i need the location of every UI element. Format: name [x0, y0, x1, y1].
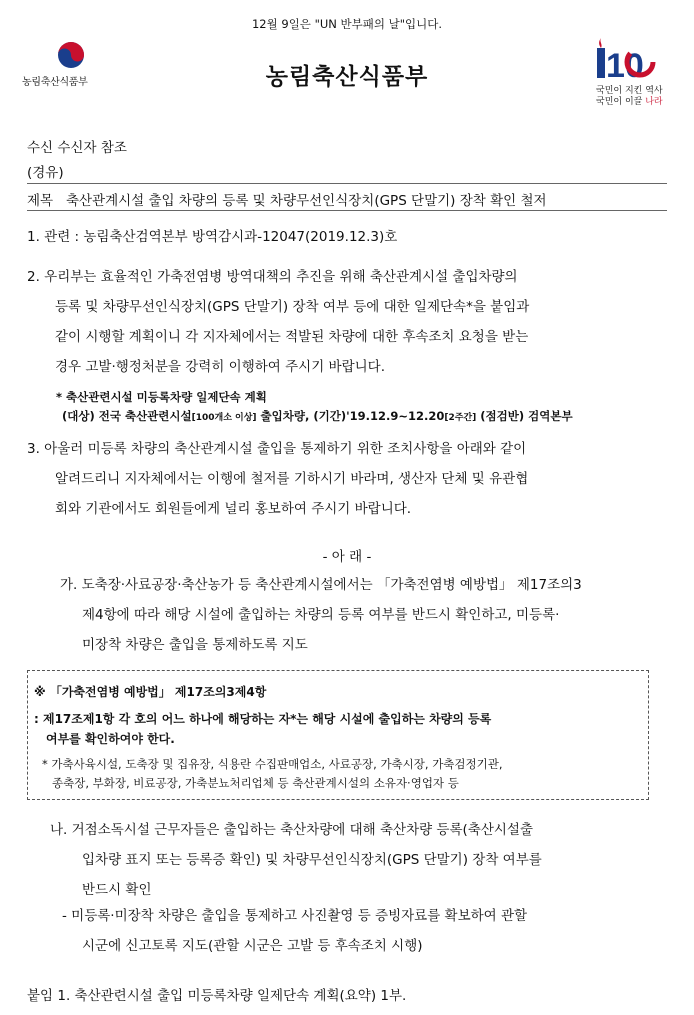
note-target: (대상) 전국 축산관련시설 [62, 409, 192, 423]
law-excerpt-title: ※ 「가축전염병 예방법」 제17조의3제4항 [34, 685, 267, 699]
item-dash-line: 시군에 신고토록 지도(관할 시군은 고발 등 후속조치 시행) [82, 938, 423, 954]
item-dash-line: - 미등록·미장착 차량은 출입을 통제하고 사진촬영 등 증빙자료를 확보하여 관할 [62, 908, 528, 924]
item-3-line: 알려드리니 지자체에서는 이행에 철저를 기하시기 바라며, 생산자 단체 및 유관협 [55, 471, 529, 487]
item-3-line: 회와 기관에서도 회원들에게 널리 홍보하여 주시기 바랍니다. [55, 501, 412, 517]
law-excerpt-body-line: 여부를 확인하여야 한다. [46, 732, 175, 746]
attachment-line: 붙임 1. 축산관련시설 출입 미등록차량 일제단속 계획(요약) 1부. [27, 988, 407, 1004]
page-title: 농림축산식품부 [265, 64, 429, 90]
item-3-paragraph [27, 434, 528, 524]
law-excerpt-body [34, 709, 491, 749]
ministry-logo-label: 농림축산식품부 [22, 77, 88, 88]
law-excerpt-footnote [42, 755, 503, 793]
item-2-line: 경우 고발·행정처분을 강력히 이행하여 주시기 바랍니다. [55, 359, 385, 375]
law-excerpt-box [27, 670, 649, 800]
note-team: (점검반) 검역본부 [476, 409, 573, 423]
subject-line [27, 189, 547, 209]
item-na-line: 입차량 표지 또는 등록증 확인) 및 차량무선인식장치(GPS 단말기) 장착 여부를 [82, 852, 542, 868]
item-3-line: 3. 아울러 미등록 차량의 축산관계시설 출입을 통제하기 위한 조치사항을 아래와 같이 [27, 441, 527, 457]
crackdown-plan-note-title: * 축산관련시설 미등록차량 일제단속 계획 [56, 390, 267, 404]
anniversary-digits: 10 [606, 47, 644, 82]
via-line: (경유) [27, 165, 64, 181]
subject-bottom-rule [27, 210, 667, 211]
item-1-reference: 1. 관련 : 농림축산검역본부 방역감시과-12047(2019.12.3)호 [27, 229, 398, 245]
subject-text: 축산관계시설 출입 차량의 등록 및 차량무선인식장치(GPS 단말기) 장착 확인 철저 [65, 193, 547, 209]
item-dash-paragraph [62, 901, 527, 961]
subject-top-rule [27, 183, 667, 184]
slogan-banner: 12월 9일은 "UN 반부패의 날"입니다. [251, 17, 443, 31]
item-ga-line: 가. 도축장·사료공장·축산농가 등 축산관계시설에서는 「가축전염병 예방법」 제17조의3 [60, 577, 582, 593]
below-heading: - 아 래 - [322, 549, 372, 565]
anniversary-100-icon [592, 36, 658, 82]
law-excerpt-footnote-line: 종축장, 부화장, 비료공장, 가축분뇨처리업체 등 축산관계시설의 소유자·영업자 등 [52, 776, 459, 790]
item-ga-paragraph [60, 570, 582, 660]
item-na-line: 반드시 확인 [82, 882, 152, 898]
crackdown-plan-note-detail [62, 407, 573, 428]
note-period: 출입차량, (기간)'19.12.9~12.20 [256, 409, 445, 423]
item-na-line: 나. 거점소독시설 근무자들은 출입하는 축산차량에 대해 축산차량 등록(축산시설출 [50, 822, 533, 838]
law-excerpt-footnote-line: * 가축사육시설, 도축장 및 집유장, 식용란 수집판매업소, 사료공장, 가축시장, 가축검정기관, [42, 757, 503, 771]
law-excerpt-body-line: : 제17조제1항 각 호의 어느 하나에 해당하는 자*는 해당 시설에 출입하는 차량의 등록 [34, 712, 492, 726]
item-2-paragraph [27, 262, 529, 382]
item-2-line: 같이 시행할 계획이니 각 지자체에서는 적발된 차량에 대한 후속조치 요청을 받는 [55, 329, 529, 345]
anniversary-caption-2-highlight: 나라 [645, 97, 663, 107]
note-target-qualifier: [100개소 이상] [191, 413, 257, 423]
anniversary-emblem [592, 36, 672, 108]
anniversary-caption-1: 국민이 지킨 역사 [596, 86, 663, 96]
anniversary-caption-2-text: 국민이 이끌 [596, 97, 646, 107]
note-period-qualifier: [2주간] [444, 413, 477, 423]
item-2-line: 2. 우리부는 효율적인 가축전염병 방역대책의 추진을 위해 축산관계시설 출입차량의 [27, 269, 518, 285]
item-ga-line: 제4항에 따라 해당 시설에 출입하는 차량의 등록 여부를 반드시 확인하고, 미등록· [82, 607, 560, 623]
subject-label: 제목 [27, 193, 54, 209]
anniversary-caption-2 [596, 97, 672, 108]
item-ga-line: 미장착 차량은 출입을 통제하도록 지도 [82, 637, 308, 653]
recipient-line: 수신 수신자 참조 [27, 140, 127, 156]
item-na-paragraph [50, 815, 542, 905]
item-2-line: 등록 및 차량무선인식장치(GPS 단말기) 장착 여부 등에 대한 일제단속*을 붙임과 [55, 299, 530, 315]
